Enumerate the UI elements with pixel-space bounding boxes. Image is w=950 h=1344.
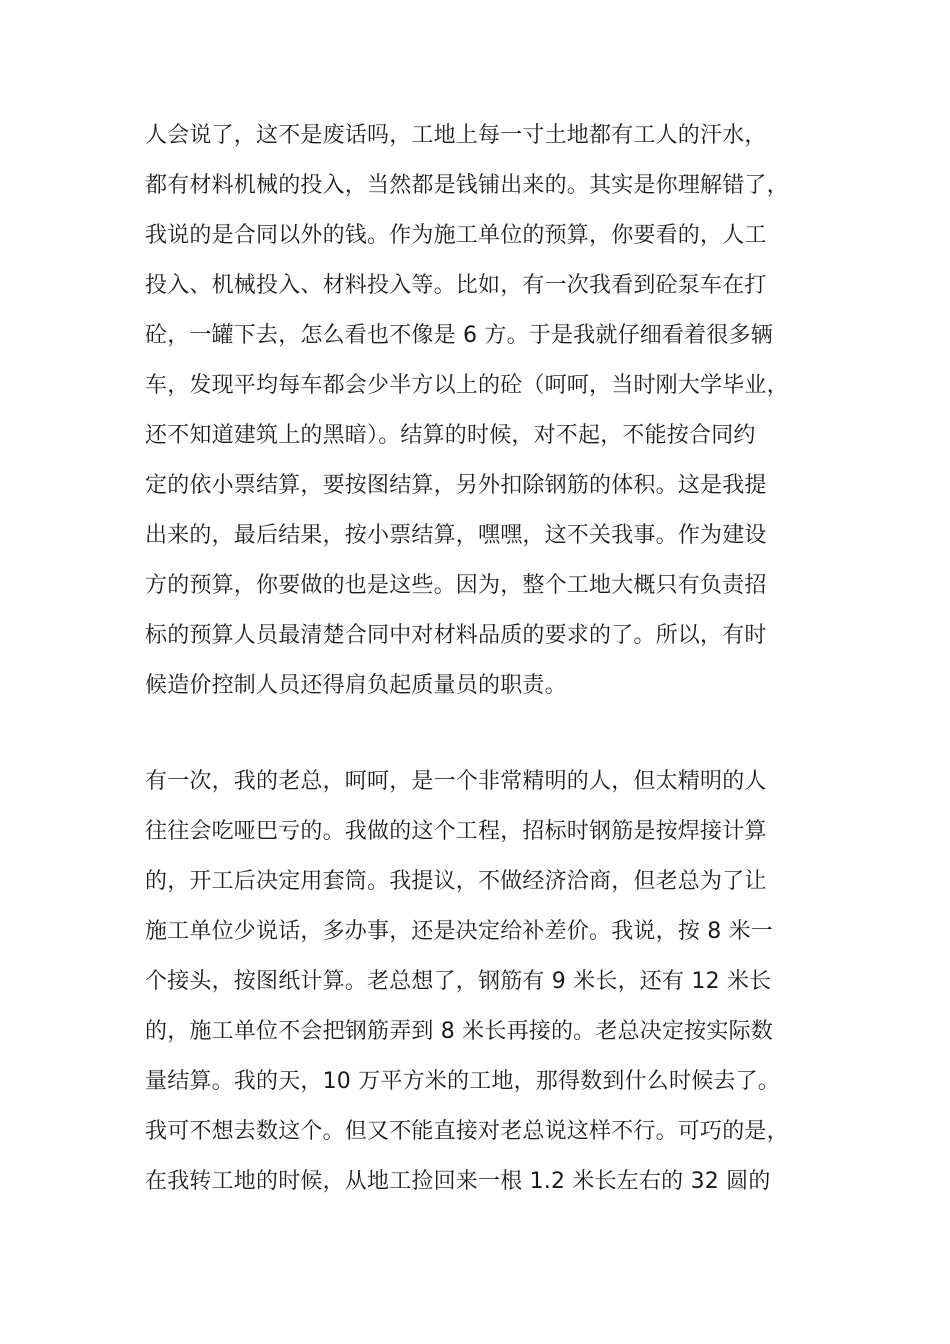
paragraph-2: [145, 757, 815, 1207]
text-line: 的，施工单位不会把钢筋弄到 8 米长再接的。老总决定按实际数: [145, 1019, 773, 1044]
text-line: 出来的，最后结果，按小票结算，嘿嘿，这不关我事。作为建设: [145, 523, 767, 548]
text-line: 个接头，按图纸计算。老总想了，钢筋有 9 米长，还有 12 米长: [145, 969, 772, 994]
text-line: 我说的是合同以外的钱。作为施工单位的预算，你要看的，人工: [145, 223, 767, 248]
text-line: 还不知道建筑上的黑暗）。结算的时候，对不起，不能按合同约: [145, 423, 756, 448]
text-line: 量结算。我的天，10 万平方米的工地，那得数到什么时候去了。: [145, 1069, 780, 1094]
text-line: 施工单位少说话，多办事，还是决定给补差价。我说，按 8 米一: [145, 919, 773, 944]
text-line: 往往会吃哑巴亏的。我做的这个工程，招标时钢筋是按焊接计算: [145, 819, 767, 844]
text-line: 投入、机械投入、材料投入等。比如，有一次我看到砼泵车在打: [145, 273, 767, 298]
text-line: 方的预算，你要做的也是这些。因为，整个工地大概只有负责招: [145, 573, 767, 598]
text-line: 我可不想去数这个。但又不能直接对老总说这样不行。可巧的是，: [145, 1119, 789, 1144]
paragraph-1: [145, 111, 815, 711]
text-line: 有一次，我的老总，呵呵，是一个非常精明的人，但太精明的人: [145, 769, 767, 794]
text-line: 都有材料机械的投入，当然都是钱铺出来的。其实是你理解错了，: [145, 173, 789, 198]
text-line: 砼，一罐下去，怎么看也不像是 6 方。于是我就仔细看着很多辆: [145, 323, 773, 348]
text-line: 候造价控制人员还得肩负起质量员的职责。: [145, 673, 567, 698]
text-line: 定的依小票结算，要按图结算，另外扣除钢筋的体积。这是我提: [145, 473, 767, 498]
text-line: 在我转工地的时候，从地工捡回来一根 1.2 米长左右的 32 圆的: [145, 1169, 771, 1194]
text-line: 人会说了，这不是废话吗，工地上每一寸土地都有工人的汗水，: [145, 123, 767, 148]
text-line: 车，发现平均每车都会少半方以上的砼（呵呵，当时刚大学毕业，: [145, 373, 789, 398]
text-line: 的，开工后决定用套筒。我提议，不做经济洽商，但老总为了让: [145, 869, 767, 894]
text-line: 标的预算人员最清楚合同中对材料品质的要求的了。所以，有时: [145, 623, 767, 648]
